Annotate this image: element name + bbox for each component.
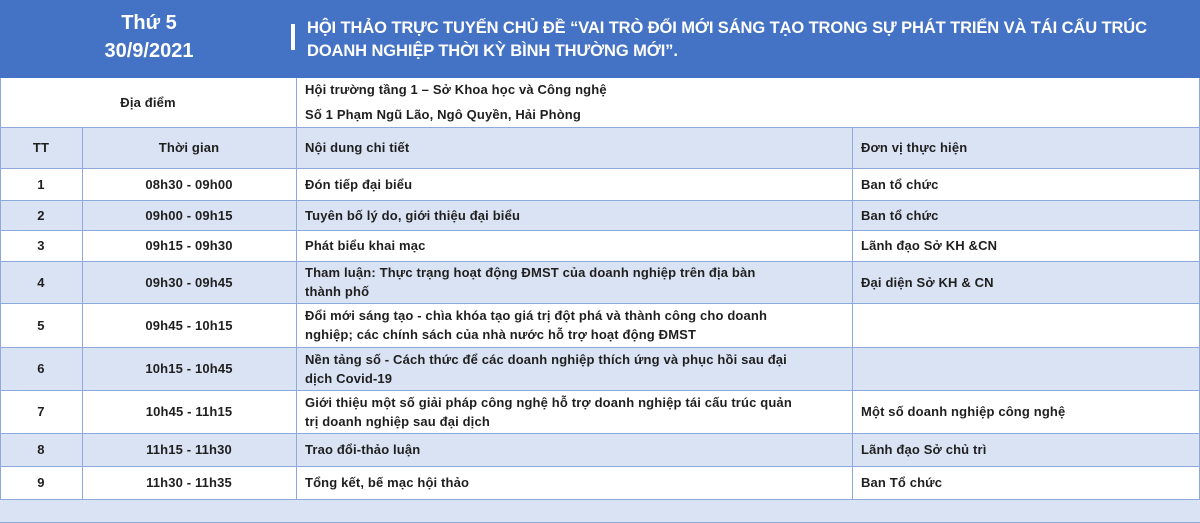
column-header-unit: Đơn vị thực hiện <box>861 140 968 155</box>
row-stripe <box>0 499 1200 522</box>
row-tt: 9 <box>37 475 45 490</box>
column-header-tt: TT <box>32 140 50 155</box>
row-unit: Một số doanh nghiệp công nghệ <box>861 404 1066 419</box>
location-line-1: Hội trường tầng 1 – Sở Khoa học và Công nghệ <box>305 82 607 97</box>
grid-line-horizontal <box>0 230 1200 231</box>
location-line-2: Số 1 Phạm Ngũ Lão, Ngô Quyền, Hải Phòng <box>305 107 581 122</box>
row-tt: 6 <box>37 361 45 376</box>
column-header-content: Nội dung chi tiết <box>305 140 410 155</box>
row-content: Tuyên bố lý do, giới thiệu đại biểu <box>305 208 521 223</box>
row-content-line-1: Đổi mới sáng tạo - chìa khóa tạo giá trị đột phá và thành công cho doanh <box>305 308 768 323</box>
grid-line-horizontal <box>0 466 1200 467</box>
row-content-line-2: nghiệp; các chính sách của nhà nước hỗ trợ hoạt động ĐMST <box>305 327 697 342</box>
event-title-line-1: HỘI THẢO TRỰC TUYẾN CHỦ ĐỀ “VAI TRÒ ĐỔI MỚI SÁNG TẠO TRONG SỰ PHÁT TRIỂN VÀ TÁI CẤU TRÚC <box>307 19 1147 37</box>
grid-line-horizontal <box>0 347 1200 348</box>
row-time: 09h30 - 09h45 <box>145 275 233 290</box>
grid-line-horizontal <box>0 261 1200 262</box>
row-content-line-2: dịch Covid-19 <box>305 371 393 386</box>
row-time: 09h45 - 10h15 <box>145 318 233 333</box>
row-tt: 7 <box>37 404 45 419</box>
row-time: 09h15 - 09h30 <box>145 238 233 253</box>
row-content: Tổng kết, bế mạc hội thảo <box>305 475 470 490</box>
row-time: 08h30 - 09h00 <box>145 177 233 192</box>
row-content-line-1: Giới thiệu một số giải pháp công nghệ hỗ trợ doanh nghiệp tái cấu trúc quản <box>305 395 792 410</box>
grid-line-horizontal <box>0 499 1200 500</box>
grid-line-horizontal <box>0 200 1200 201</box>
grid-line-horizontal <box>0 303 1200 304</box>
row-content: Đón tiếp đại biểu <box>305 177 413 192</box>
grid-line-horizontal <box>0 433 1200 434</box>
grid-line-horizontal <box>0 390 1200 391</box>
row-unit: Lãnh đạo Sở chủ trì <box>861 442 987 457</box>
row-content-line-2: trị doanh nghiệp sau đại dịch <box>305 414 490 429</box>
row-tt: 3 <box>37 238 45 253</box>
row-time: 09h00 - 09h15 <box>145 208 233 223</box>
row-unit: Ban tổ chức <box>861 208 939 223</box>
row-tt: 4 <box>37 275 45 290</box>
row-unit: Lãnh đạo Sở KH &CN <box>861 238 998 253</box>
row-content-line-2: thành phố <box>305 284 370 299</box>
row-time: 11h15 - 11h30 <box>146 442 232 457</box>
row-tt: 1 <box>37 177 45 192</box>
grid-line-vertical <box>296 78 297 499</box>
grid-line-horizontal <box>0 168 1200 169</box>
row-unit: Ban tổ chức <box>861 177 939 192</box>
event-title-line-2: DOANH NGHIỆP THỜI KỲ BÌNH THƯỜNG MỚI”. <box>307 42 678 60</box>
column-header-time: Thời gian <box>158 140 220 155</box>
weekday: Thứ 5 <box>121 12 177 34</box>
event-date: 30/9/2021 <box>104 40 194 62</box>
row-time: 10h15 - 10h45 <box>145 361 233 376</box>
row-time: 10h45 - 11h15 <box>145 404 233 419</box>
grid-line-horizontal <box>0 127 1200 128</box>
row-content: Phát biểu khai mạc <box>305 238 426 253</box>
row-content-line-1: Nền tảng số - Cách thức để các doanh nghiệp thích ứng và phục hồi sau đại <box>305 352 787 367</box>
row-tt: 2 <box>37 208 45 223</box>
location-label: Địa điểm <box>120 95 176 110</box>
row-content: Trao đổi-thảo luận <box>305 442 421 457</box>
row-time: 11h30 - 11h35 <box>146 475 232 490</box>
row-unit: Đại diện Sở KH & CN <box>861 275 994 290</box>
row-content-line-1: Tham luận: Thực trạng hoạt động ĐMST của doanh nghiệp trên địa bàn <box>305 265 756 280</box>
row-tt: 8 <box>37 442 45 457</box>
row-unit: Ban Tổ chức <box>861 475 943 490</box>
row-tt: 5 <box>37 318 45 333</box>
grid-line-vertical <box>852 127 853 499</box>
